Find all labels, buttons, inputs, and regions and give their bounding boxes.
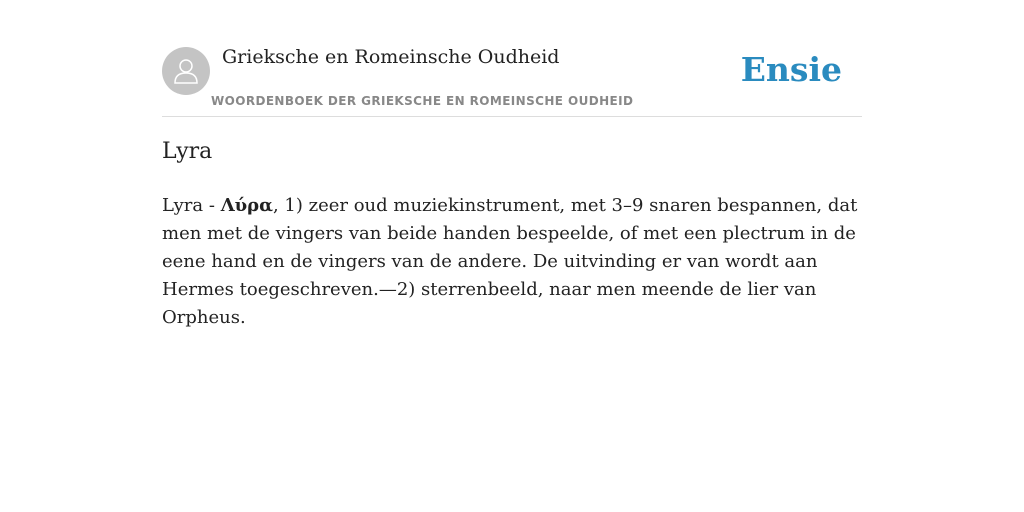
- site-title-link[interactable]: Grieksche en Romeinsche Oudheid: [222, 46, 560, 68]
- site-header: [162, 40, 862, 117]
- entry-definition: [162, 192, 864, 332]
- avatar[interactable]: [162, 47, 210, 95]
- term-separator: -: [203, 195, 221, 216]
- greek-term: Λύρα: [220, 195, 273, 216]
- user-icon: [171, 56, 201, 86]
- entry-term: Lyra: [162, 195, 204, 216]
- ensie-logo-link[interactable]: Ensie: [740, 50, 842, 89]
- entry-title: Lyra: [162, 139, 213, 164]
- site-subtitle: WOORDENBOEK DER GRIEKSCHE EN ROMEINSCHE OUDHEID: [211, 94, 634, 108]
- definition-text: , 1) zeer oud muziekinstrument, met 3–9 snaren bespannen, dat men met de vingers van beide handen bespeelde, of met een plectrum in de eene hand en de vingers van de andere. De uitvinding er van wordt aan Hermes toegeschreven.—2) sterrenbeeld, naar men meende de lier van Orpheus.: [162, 195, 858, 328]
